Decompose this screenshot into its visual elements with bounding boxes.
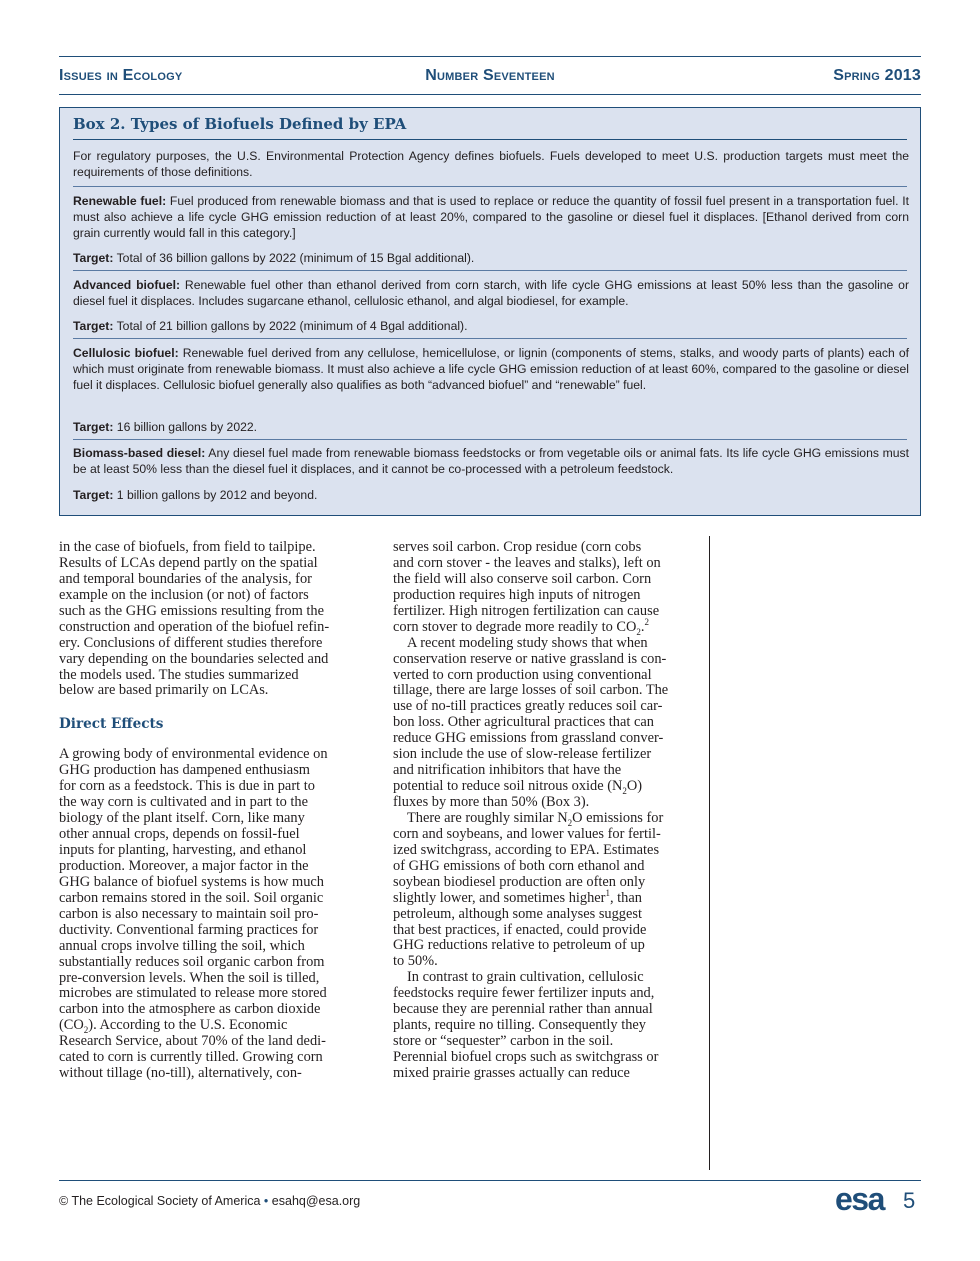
text-line: Perennial biofuel crops such as switchgrass or <box>393 1049 659 1065</box>
box-definition: Renewable fuel derived from any cellulose, hemicellulose, or lignin (components of stems, stalks, and woody parts of plants) each of which must originate from renewable biomass. It must also achieve a life cycle GHG emission reduction of at least 60%, compared to the gasoline or diesel fuel it displaces. Cellulosic biofuel generally also qualifies as both “advanced biofuel” and “renewable” fuel. <box>73 346 909 392</box>
text-line: and corn stover - the leaves and stalks), left on <box>393 554 661 571</box>
text-line: below are based primarily on LCAs. <box>59 682 269 699</box>
text-line: Results of LCAs depend partly on the spatial <box>59 554 318 571</box>
text-line: the way corn is cultivated and in part to the <box>59 794 308 811</box>
text-line: example on the inclusion (or not) of factors <box>59 586 309 603</box>
text-line: potential to reduce soil nitrous oxide $(N_2O)$ <box>393 778 643 796</box>
text-line: substantially reduces soil organic carbon from <box>59 953 325 970</box>
box-divider <box>73 270 907 271</box>
issue-season: Spring 2013 <box>833 67 921 84</box>
text-line: and temporal boundaries of the analysis, for <box>59 570 312 587</box>
text-line: for corn as a feedstock. This is due in part to <box>59 778 315 795</box>
footer-rule <box>59 1180 921 1181</box>
target-text: 16 billion gallons by 2022. <box>113 420 258 434</box>
text-line: GHG balance of biofuel systems is how much <box>59 873 324 890</box>
paragraph-n2o-emissions-end <box>393 907 700 971</box>
text-line: annual crops involve tilling the soil, which <box>59 937 305 954</box>
text-line: without tillage (no-till), alternatively, con- <box>59 1065 302 1082</box>
box-term: Cellulosic biofuel: <box>73 346 179 360</box>
footnote-ref: 1 <box>605 887 610 898</box>
box-target-biomass-based-diesel <box>73 487 909 503</box>
target-label: Target: <box>73 488 114 502</box>
target-label: Target: <box>73 319 114 333</box>
text-line: the models used. The studies summarized <box>59 666 299 683</box>
text-line: GHG reductions relative to petroleum of up <box>393 937 645 954</box>
box-target-renewable-fuel <box>73 250 909 266</box>
text-line: bon loss. Other agricultural practices that can <box>393 714 654 731</box>
box-title-rule <box>73 139 907 140</box>
text-line: to 50%. <box>393 953 438 970</box>
text-line: soybean biodiesel production are often only <box>393 873 646 890</box>
text-line: the field will also conserve soil carbon. Corn <box>393 570 652 587</box>
box-term: Renewable fuel: <box>73 194 167 208</box>
text-line: inputs for planting, harvesting, and ethanol <box>59 842 307 858</box>
box-definition: Renewable fuel other than ethanol derived from corn starch, with life cycle GHG emissions at least 50% less than the gasoline or diesel fuel it displaces. Includes sugarcane ethanol, cellulosic ethanol, and algal biodiesel, for example. <box>73 278 910 308</box>
text-line: tillage, there are large losses of soil carbon. The <box>393 682 669 699</box>
box-target-cellulosic-biofuel <box>73 419 909 435</box>
box-definition: Any diesel fuel made from renewable biomass feedstocks or from vegetable oils or animal fats. Its life cycle GHG emissions must be at least 50% less than the diesel fuel it displaces, and it cannot be co-processed with a petroleum feedstock. <box>73 446 909 476</box>
footer-bullet: • <box>263 1194 269 1208</box>
text-line: verted to corn production using conventional <box>393 666 652 683</box>
text-line: petroleum, although some analyses suggest <box>393 905 642 922</box>
box-divider <box>73 338 907 339</box>
text-line: feedstocks require fewer fertilizer inputs and, <box>393 985 655 1002</box>
box-item-advanced-biofuel <box>73 277 909 309</box>
text-line: microbes are stimulated to release more stored <box>59 985 327 1002</box>
body-column-left <box>59 540 366 1082</box>
text-line: ized switchgrass, according to EPA. Estimates <box>393 841 660 858</box>
text-line: carbon is also necessary to maintain soil pro- <box>59 905 319 922</box>
text-line: production requires high inputs of nitrogen <box>393 586 641 603</box>
paragraph-lca-intro <box>59 540 366 699</box>
text-line: of GHG emissions of both corn ethanol and <box>393 857 645 874</box>
box-item-cellulosic-biofuel <box>73 345 909 393</box>
text-line: production. Moreover, a major factor in the <box>59 857 309 874</box>
box-item-renewable-fuel <box>73 193 909 241</box>
box-term: Advanced biofuel: <box>73 278 181 292</box>
text-line: There are roughly similar $N_2O$ emissions for <box>407 809 664 828</box>
target-text: 1 billion gallons by 2012 and beyond. <box>113 488 318 502</box>
text-line: conservation reserve or native grassland is con- <box>393 650 667 667</box>
text-line: ductivity. Conventional farming practices for <box>59 921 319 938</box>
target-label: Target: <box>73 420 114 434</box>
column-rule <box>709 536 710 1170</box>
text-line: fertilizer. High nitrogen fertilization can cause <box>393 602 660 619</box>
text-line: that best practices, if enacted, could provide <box>393 921 647 938</box>
text-line: corn stover to degrade more readily to $CO_2.^2$ <box>393 616 649 637</box>
box-intro: For regulatory purposes, the U.S. Environmental Protection Agency defines biofuels. Fuels developed to meet U.S. production targets must meet the requirements of those definitions. <box>73 149 909 179</box>
text-line: A recent modeling study shows that when <box>407 634 648 651</box>
box-divider <box>73 186 907 187</box>
text-line: mixed prairie grasses actually can reduce <box>393 1064 630 1081</box>
text-line: pre-conversion levels. When the soil is tilled, <box>59 969 320 986</box>
text-line: biology of the plant itself. Corn, like many <box>59 810 305 827</box>
text-line: carbon into the atmosphere as carbon dioxide <box>59 1001 321 1018</box>
box-divider <box>73 439 907 440</box>
text-line: use of no-till practices greatly reduces soil car- <box>393 698 663 715</box>
header-top-rule <box>59 56 921 57</box>
esa-logo: esa <box>835 1181 884 1217</box>
text-line: In contrast to grain cultivation, cellulosic <box>407 969 644 986</box>
paragraph-modeling-study <box>393 636 700 779</box>
text-line: corn and soybeans, and lower values for fertil- <box>393 825 661 842</box>
text-line: store or “sequester” carbon in the soil. <box>393 1033 614 1050</box>
footer-copyright: © The Ecological Society of America • esahq@esa.org <box>59 1194 361 1208</box>
paragraph-soil-carbon <box>393 540 700 620</box>
target-text: Total of 36 billion gallons by 2022 (minimum of 15 Bgal additional). <box>113 251 475 265</box>
text-line: construction and operation of the biofuel refin- <box>59 618 330 635</box>
body-column-right <box>393 540 700 1082</box>
text-line: sion include the use of slow-release fertilizer <box>393 746 652 763</box>
header-bottom-rule <box>59 94 921 95</box>
footnote-ref: 2 <box>644 616 649 627</box>
box-definition: Fuel produced from renewable biomass and that is used to replace or reduce the quantity of fossil fuel present in a transportation fuel. It must also achieve a life cycle GHG emission reduction of at least 20%, compared to the gasoline or diesel fuel it displaces. [Ethanol derived from corn grain currently would fall in this category.] <box>73 194 910 240</box>
target-text: Total of 21 billion gallons by 2022 (minimum of 4 Bgal additional). <box>113 319 468 333</box>
box-title: Box 2. Types of Biofuels Defined by EPA <box>73 115 407 133</box>
journal-name: Issues in Ecology <box>59 67 183 84</box>
text-line: serves soil carbon. Crop residue (corn cobs <box>393 539 642 555</box>
text-line: other annual crops, depends on fossil-fuel <box>59 826 300 843</box>
paragraph-n2o-emissions <box>393 827 700 891</box>
box-target-advanced-biofuel <box>73 318 909 334</box>
page-number: 5 <box>903 1188 916 1213</box>
text-line: A growing body of environmental evidence on <box>59 746 328 763</box>
text-line: vary depending on the boundaries selected and <box>59 650 329 667</box>
text-line: Research Service, about 70% of the land dedi- <box>59 1033 326 1050</box>
text-line: carbon remains stored in the soil. Soil organic <box>59 889 324 906</box>
text-line: cated to corn is currently tilled. Growing corn <box>59 1049 323 1066</box>
target-label: Target: <box>73 251 114 265</box>
text-line: in the case of biofuels, from field to tailpipe. <box>59 539 316 555</box>
text-line: $(CO_2)$. According to the U.S. Economic <box>59 1017 288 1036</box>
text-line: GHG production has dampened enthusiasm <box>59 762 310 779</box>
box-item-biomass-based-diesel <box>73 445 909 477</box>
paragraph-direct-effects-end <box>59 1034 366 1082</box>
box-term: Biomass-based diesel: <box>73 446 206 460</box>
issue-number: Number Seventeen <box>425 67 555 84</box>
paragraph-cellulosic-feedstocks <box>393 970 700 1082</box>
text-line: ery. Conclusions of different studies therefore <box>59 634 323 651</box>
text-line: fluxes by more than 50% (Box 3). <box>393 794 590 810</box>
footer-email: esahq@esa.org <box>271 1194 361 1208</box>
text-line: reduce GHG emissions from grassland conver- <box>393 730 664 747</box>
text-line: and nitrification inhibitors that have the <box>393 762 622 779</box>
text-line: such as the GHG emissions resulting from the <box>59 602 324 619</box>
paragraph-direct-effects <box>59 747 366 1018</box>
text-line: because they are perennial rather than annual <box>393 1001 653 1018</box>
text-line: plants, require no tilling. Consequently they <box>393 1017 646 1034</box>
text-line: slightly lower, and sometimes higher$^1$, than <box>393 887 642 906</box>
section-heading-direct-effects: Direct Effects <box>59 716 164 733</box>
